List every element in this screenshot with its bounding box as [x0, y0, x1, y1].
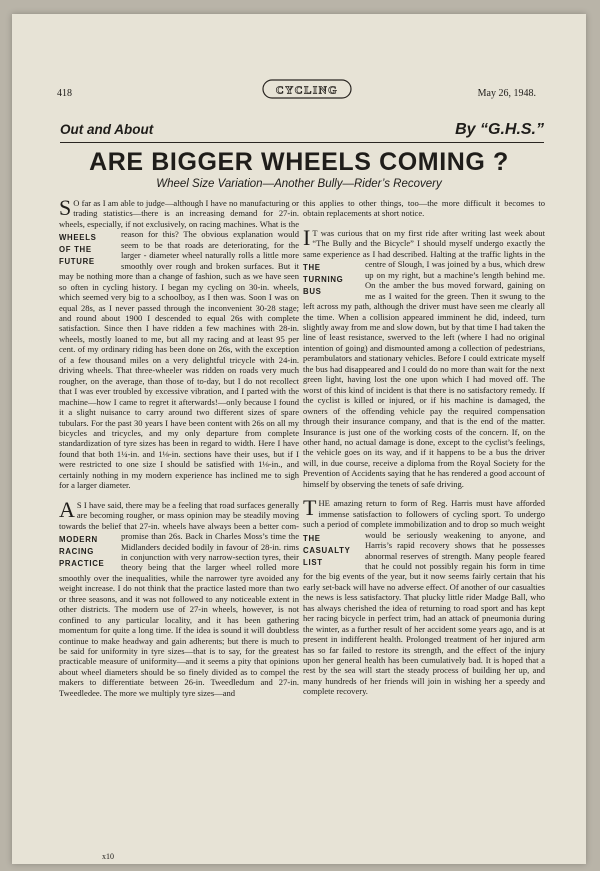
paragraph-body: promise than 26s. Back in Charles Moss’s time the Midlanders decided bodily in favour of 28-in. rims in conjunction with very narrow-section tyres, their theory being that the larger wheel rolled more smoothly over the inequalities, while the narrower tyre avoided any weight increase. I do not think that the practice lasted more than two or three seasons, and it was not followed to any noticeable extent in other districts. The modern use of 27-in wheels, however, is not confined to any particular locality, and it has been gathering momentum for quite a long time. If the idea is sound it will doubtless continue to make headway and gain adherents; but there is much to be said for uniformity in tyre sizes—that is to say, for the greatest practicable measure of uniformity—and it seems a pity that opinions about wheel diameters should be so finely divided as to compel the makers to differentiate between 26-in. Tweedledum and 27-in. Tweedledee. The more we multiply tyre sizes—and — [59, 531, 299, 698]
side-heading-line: PRACTICE — [59, 559, 105, 569]
drop-cap: A — [59, 496, 75, 522]
side-heading-line: FUTURE — [59, 257, 95, 267]
paragraph-racing — [59, 496, 299, 699]
right-column — [303, 198, 545, 706]
section-row — [60, 122, 544, 142]
paragraph-lead: T was curious that on my first ride after writing last week about “The Bully and the Bicycle” I should myself undergo exactly the same experience as I had described. Halting at the traffic lights in the centre of Slough, I was joined — [303, 227, 545, 270]
paragraph-continued: this applies to other things, too—the more difficult it becomes to obtain replacements at short notice. — [303, 198, 545, 219]
left-column — [59, 195, 299, 707]
side-heading-line: THE — [303, 263, 321, 273]
byline: By “G.H.S.” — [455, 121, 544, 138]
page-header — [12, 78, 586, 104]
drop-cap: S — [59, 195, 72, 220]
side-heading — [59, 232, 113, 268]
side-heading-line: MODERN — [59, 535, 98, 545]
page-number: 418 — [57, 88, 72, 99]
paragraph-casualty — [303, 495, 546, 697]
side-heading-line: THE — [303, 533, 321, 543]
side-heading — [59, 534, 113, 570]
magazine-page — [12, 14, 586, 864]
section-title: Out and About — [60, 122, 154, 137]
section-rule — [60, 142, 544, 143]
paragraph-body: explanation would seem to be that roads are deteriorating, for the larger - diameter wheel naturally rolls a little more smoothly over rough and broken surfaces. But it may be nothing more than a change of fashion, such as we have seen so often in cycling history. I began my cycling on 30-in. wheels, which seemed very big to a schoolboy, as I then was. Soon I was on equal 28s, as I never passed through the inconvenient 30-28 stage; and round about 1900 I descended to equal 26s with complete satisfaction. Since then I have ridden a few machines with 28-in. wheels, mostly loaned to me, but all my racing and at least 95 per cent. of my ordinary riding has been done on 26s, with the exception of a few thousand miles on a very delightful tricycle with 24-in. driving wheels. That three-wheeler was ridden on roads very much rougher, on the average, than those of to-day, but I do not recollect that I was ever troubled by excessive vibration, and I parted with the machine—how I came to regret it afterwards!—only because I found it a slight nuisance to carry around two different sizes of spare tubulars. For the past 30 years I have been content with 26s on all my bicycles and tricycles, and my only departure from complete standardization of tyre sizes has been in regard to width. Here I have found that both 1¼-in. and 1⅛-in. sections have their uses, but if I were restricted to one size I should be satisfied with 1⅛-in., and certainly nothing in my modern experience has inclined me to sigh for a larger diameter. — [59, 229, 299, 491]
side-heading — [303, 262, 357, 298]
drop-cap: T — [303, 495, 317, 521]
folio-mark: x10 — [102, 852, 114, 861]
paragraph-lead: S I have said, there may be a feeling that road surfaces generally are becoming rougher, or mass opinion may be steadily moving towards the belief that 27-in. wheels have always been a better com- — [59, 499, 299, 531]
issue-date: May 26, 1948. — [477, 88, 536, 99]
side-heading-line: RACING — [59, 547, 94, 557]
paragraph-body: anyone, and Harris’s rapid recovery shows that he possesses abnormal reserves of strength. Many people feared that he could not possibly regain his form in time for the big events of the year, but it now seems fairly certain that his early set-back will have no adverse effect. Of another of our casualties the news is less satisfactory. That plucky little rider Madge Ball, who has always cherished the idea of returning to road sport and has kept her racing bicycle in perfect trim, had an attack of pneumonia during the winter, as a further result of her accident some years ago, and is at present in indifferent health. Prolonged treatment of her injured arm has so far failed to restore its strength, and the effect of the injury upon her general health has been cumulatively bad. It is hoped that a rest by the sea will start the steady process of building her up, and many hundreds of her friends will join in wishing her a speedy and complete recovery. — [303, 529, 546, 697]
side-heading-line: OF THE — [59, 245, 92, 255]
paragraph-lead: HE amazing return to form of Reg. Harris must have afforded immense satisfaction to followers of cycling sport. To undergo such a period of complete immobilization and to drop so much weight would be seriously weakening to — [303, 498, 545, 540]
side-heading-line: LIST — [303, 557, 323, 567]
cycling-logo — [262, 78, 352, 100]
side-heading-line: CASUALTY — [303, 545, 351, 555]
side-heading-line: TURNING — [303, 275, 344, 285]
logo-text: CYCLING — [275, 84, 339, 97]
side-heading — [303, 533, 357, 569]
paragraph-wheels — [59, 195, 299, 491]
paragraph-body: by a bus, which drew up on my right, but a machine’s length behind me. On the amber the bus moved forward, gaining on me as I waited for the green. Then it swung to the left across my path, although the driver must have seen me clearly all the time. When a collision appeared imminent he did, indeed, turn slightly away from me and slow down, but by that time I had taken the line of least resistance, swerved to the left (where I had no original intention of going) and dismounted among a collection of pedestrians, perambulators and stationary vehicles. Before I could extricate myself the bus had disappeared and I could do no more than wait for the next green light, having lost the one upon which I had moved off. The worst of this kind of incident is that there is no satisfactory remedy. If the cyclist is killed or injured, or if his machine is damaged, the owners of the offending vehicle pay the required compensation through their insurance company, and that is the end of the matter. Insurance is just one of the working costs of the concern. If, on the other hand, no actual damage is done, except to the cyclist’s feelings, the vehicle goes on its way, and if it happens to be a bus the driver will, in due course, receive a diploma from the Royal Society for the Prevention of Accidents saying that he has rendered a good account of himself by observing the tenets of safe driving. — [303, 259, 546, 489]
side-heading-line: WHEELS — [59, 233, 97, 243]
paragraph-lead: O far as I am able to judge—although I have no manufacturing or trading statistics—there is an increasing demand for 27-in. wheels, especially, if not exclusively, on racing machines. What is the reason for this? The obvious — [59, 198, 299, 240]
paragraph-bus — [303, 224, 546, 489]
drop-cap: I — [303, 224, 311, 250]
subheadline: Wheel Size Variation—Another Bully—Rider’s Recovery — [156, 178, 442, 190]
side-heading-line: BUS — [303, 287, 322, 297]
headline: ARE BIGGER WHEELS COMING ? — [89, 148, 509, 176]
